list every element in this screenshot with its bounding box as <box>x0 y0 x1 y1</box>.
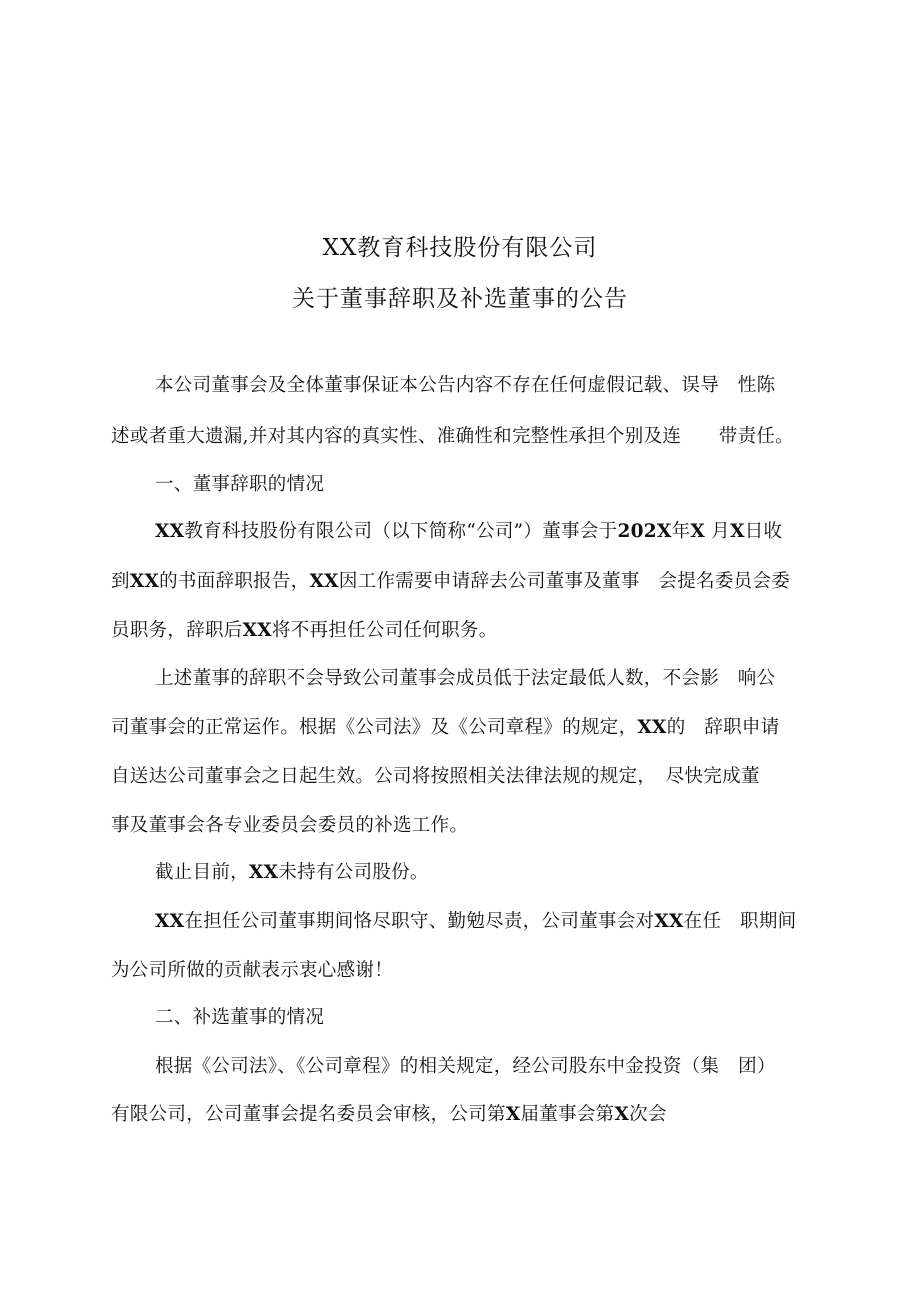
paragraph-line <box>111 570 790 594</box>
text-segment: 日收 <box>744 521 783 542</box>
announcement-subject: 关于董事辞职及补选董事的公告 <box>292 286 628 312</box>
text-segment: 到 <box>111 571 130 592</box>
text-segment: 截止目前， <box>155 862 250 883</box>
month-placeholder: X <box>690 521 706 542</box>
text-segment: 月 <box>705 521 731 542</box>
text-segment: 司董事会的正常运作。根据《公司法》及《公司章程》的规定， <box>111 717 638 738</box>
text-segment: 因工作需要申请辞去公司董事及董事 会提名委员会委 <box>338 571 791 592</box>
text-segment: 的 辞职申请 <box>666 717 780 738</box>
paragraph-line <box>155 861 429 885</box>
session-placeholder: X <box>505 1104 521 1125</box>
section-heading-resignation: 一、董事辞职的情况 <box>155 474 325 495</box>
name-placeholder: XX <box>129 571 160 592</box>
paragraph-line: 自送达公司董事会之日起生效。公司将按照相关法律法规的规定， 尽快完成董 <box>111 766 760 787</box>
text-segment: 将不再担任公司任何职务。 <box>271 620 498 641</box>
paragraph-line <box>111 716 780 740</box>
text-segment: 教育科技股份有限公司（以下简称“公司”）董事会于 <box>184 521 618 542</box>
text-segment: 的书面辞职报告， <box>159 571 310 592</box>
paragraph-line <box>111 619 498 643</box>
name-placeholder: XX <box>155 911 185 932</box>
name-placeholder: XX <box>637 717 667 738</box>
text-segment: 员职务，辞职后 <box>111 620 243 641</box>
day-placeholder: X <box>730 521 745 542</box>
disclaimer-line-2: 述或者重大遗漏,并对其内容的真实性、准确性和完整性承担个别及连 带责任。 <box>111 426 794 447</box>
text-segment: 次会 <box>629 1104 667 1125</box>
disclaimer-line-1: 本公司董事会及全体董事保证本公告内容不存在任何虚假记载、误导 性陈 <box>155 375 776 396</box>
year-placeholder: 202X <box>617 521 672 542</box>
section-heading-by-election: 二、补选董事的情况 <box>155 1007 325 1028</box>
paragraph-line: 为公司所做的贡献表示衷心感谢！ <box>111 960 394 981</box>
paragraph-line: 上述董事的辞职不会导致公司董事会成员低于法定最低人数，不会影 响公 <box>155 668 776 689</box>
paragraph-line <box>155 910 796 934</box>
text-segment: 有限公司，公司董事会提名委员会审核，公司第 <box>111 1104 506 1125</box>
text-segment: 在担任公司董事期间恪尽职守、勤勉尽责，公司董事会对 <box>184 911 655 932</box>
paragraph-line: 根据《公司法》、《公司章程》的相关规定，经公司股东中金投资（集 团） <box>155 1056 776 1077</box>
text-segment: 届董事会第 <box>520 1104 615 1125</box>
company-title: XX教育科技股份有限公司 <box>322 235 598 261</box>
name-placeholder: XX <box>309 571 339 592</box>
paragraph-line: 事及董事会各专业委员会委员的补选工作。 <box>111 815 469 836</box>
text-segment: 在任 职期间 <box>683 911 797 932</box>
name-placeholder: XX <box>249 862 279 883</box>
text-segment: 年 <box>671 521 691 542</box>
name-placeholder: XX <box>155 521 185 542</box>
paragraph-line <box>111 1103 667 1127</box>
paragraph-line <box>155 520 782 544</box>
meeting-placeholder: X <box>614 1104 630 1125</box>
name-placeholder: XX <box>242 620 272 641</box>
text-segment: 未持有公司股份。 <box>278 862 429 883</box>
name-placeholder: XX <box>654 911 684 932</box>
